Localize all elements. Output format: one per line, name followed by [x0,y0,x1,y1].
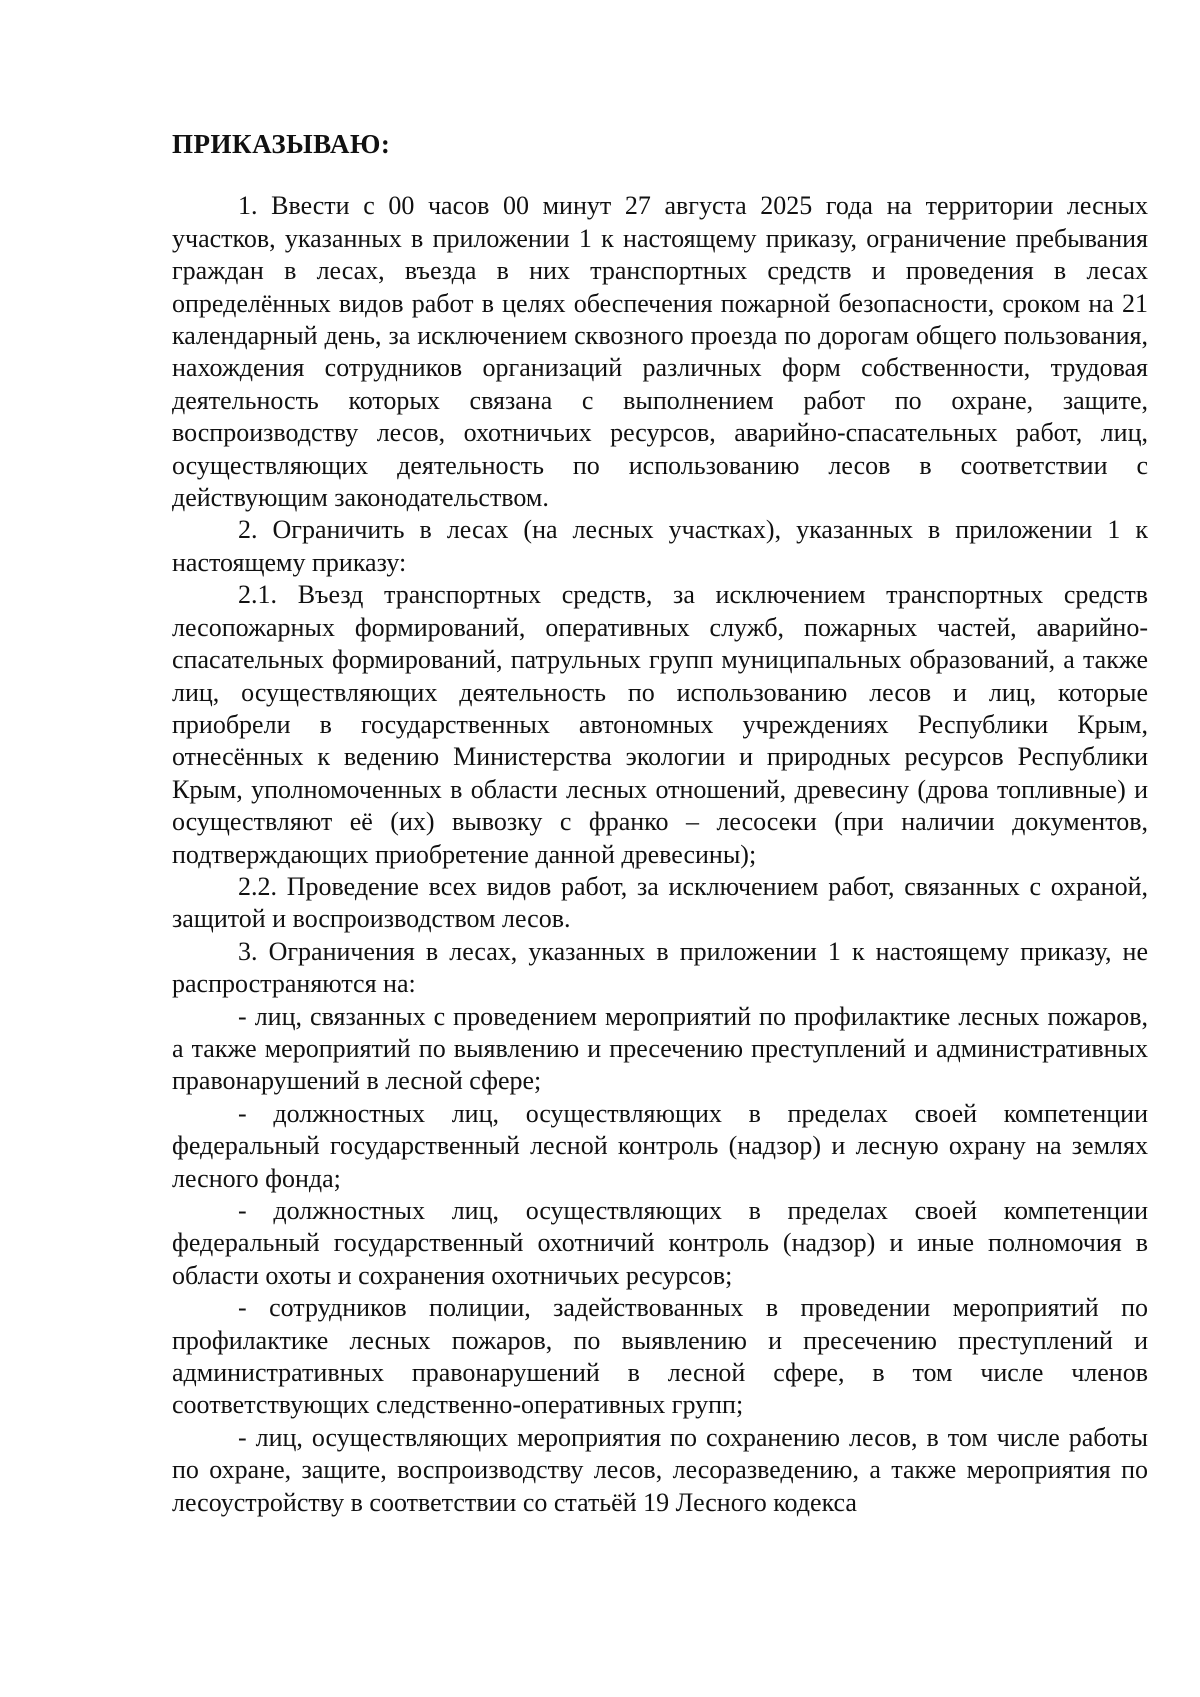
document-page [172,128,1148,1519]
exception-list-item: - сотрудников полиции, задействованных в проведении мероприятий по профилактике лесных пожаров, по выявлению и пресечению преступлений и административных правонарушений в лесной сфере, в том числе членов соответствующих следственно-оперативных групп; [172,1293,1148,1420]
order-heading: ПРИКАЗЫВАЮ: [172,129,391,159]
exception-list-item: - должностных лиц, осуществляющих в пределах своей компетенции федеральный государственный лесной контроль (надзор) и лесную охрану на землях лесного фонда; [172,1098,1148,1193]
item-1-paragraph: 1. Ввести с 00 часов 00 минут 27 августа 2025 года на территории лесных участков, указанных в приложении 1 к настоящему приказу, ограничение пребывания граждан в лесах, въезда в них транспортных средств и проведения в лесах определённых видов работ в целях обеспечения пожарной безопасности, сроком на 21 календарный день, за исключением сквозного проезда по дорогам общего пользования, нахождения сотрудников организаций различных форм собственности, трудовая деятельность которых связана с выполнением работ по охране, защите, воспроизводству лесов, охотничьих ресурсов, аварийно-спасательных работ, лиц, осуществляющих деятельность по использованию лесов в соответствии с действующим законодательством. [172,191,1148,513]
exception-list-item: - должностных лиц, осуществляющих в пределах своей компетенции федеральный государственный охотничий контроль (надзор) и иные полномочия в области охоты и сохранения охотничьих ресурсов; [172,1196,1148,1290]
item-2-2-paragraph: 2.2. Проведение всех видов работ, за исключением работ, связанных с охраной, защитой и воспроизводством лесов. [172,871,1148,934]
item-2-1-paragraph: 2.1. Въезд транспортных средств, за исключением транспортных средств лесопожарных формирований, оперативных служб, пожарных частей, аварийно-спасательных формирований, патрульных групп муниципальных образований, а также лиц, осуществляющих деятельность по использованию лесов и лиц, которые приобрели в государственных автономных учреждениях Республики Крым, отнесённых к ведению Министерства экологии и природных ресурсов Республики Крым, уполномоченных в области лесных отношений, древесину (дрова топливные) и осуществляют её (их) вывозку с франко – лесосеки (при наличии документов, подтверждающих приобретение данной древесины); [172,580,1148,869]
exception-list-item: - лиц, осуществляющих мероприятия по сохранению лесов, в том числе работы по охране, защите, воспроизводству лесов, лесоразведению, а также мероприятия по лесоустройству в соответствии со статьёй 19 Лесного кодекса [172,1422,1148,1517]
exception-list-item: - лиц, связанных с проведением мероприятий по профилактике лесных пожаров, а также мероприятий по выявлению и пресечению преступлений и административных правонарушений в лесной сфере; [172,1001,1148,1096]
item-3-paragraph: 3. Ограничения в лесах, указанных в приложении 1 к настоящему приказу, не распространяются на: [172,936,1148,999]
item-2-paragraph: 2. Ограничить в лесах (на лесных участках), указанных в приложении 1 к настоящему приказу: [172,515,1148,577]
